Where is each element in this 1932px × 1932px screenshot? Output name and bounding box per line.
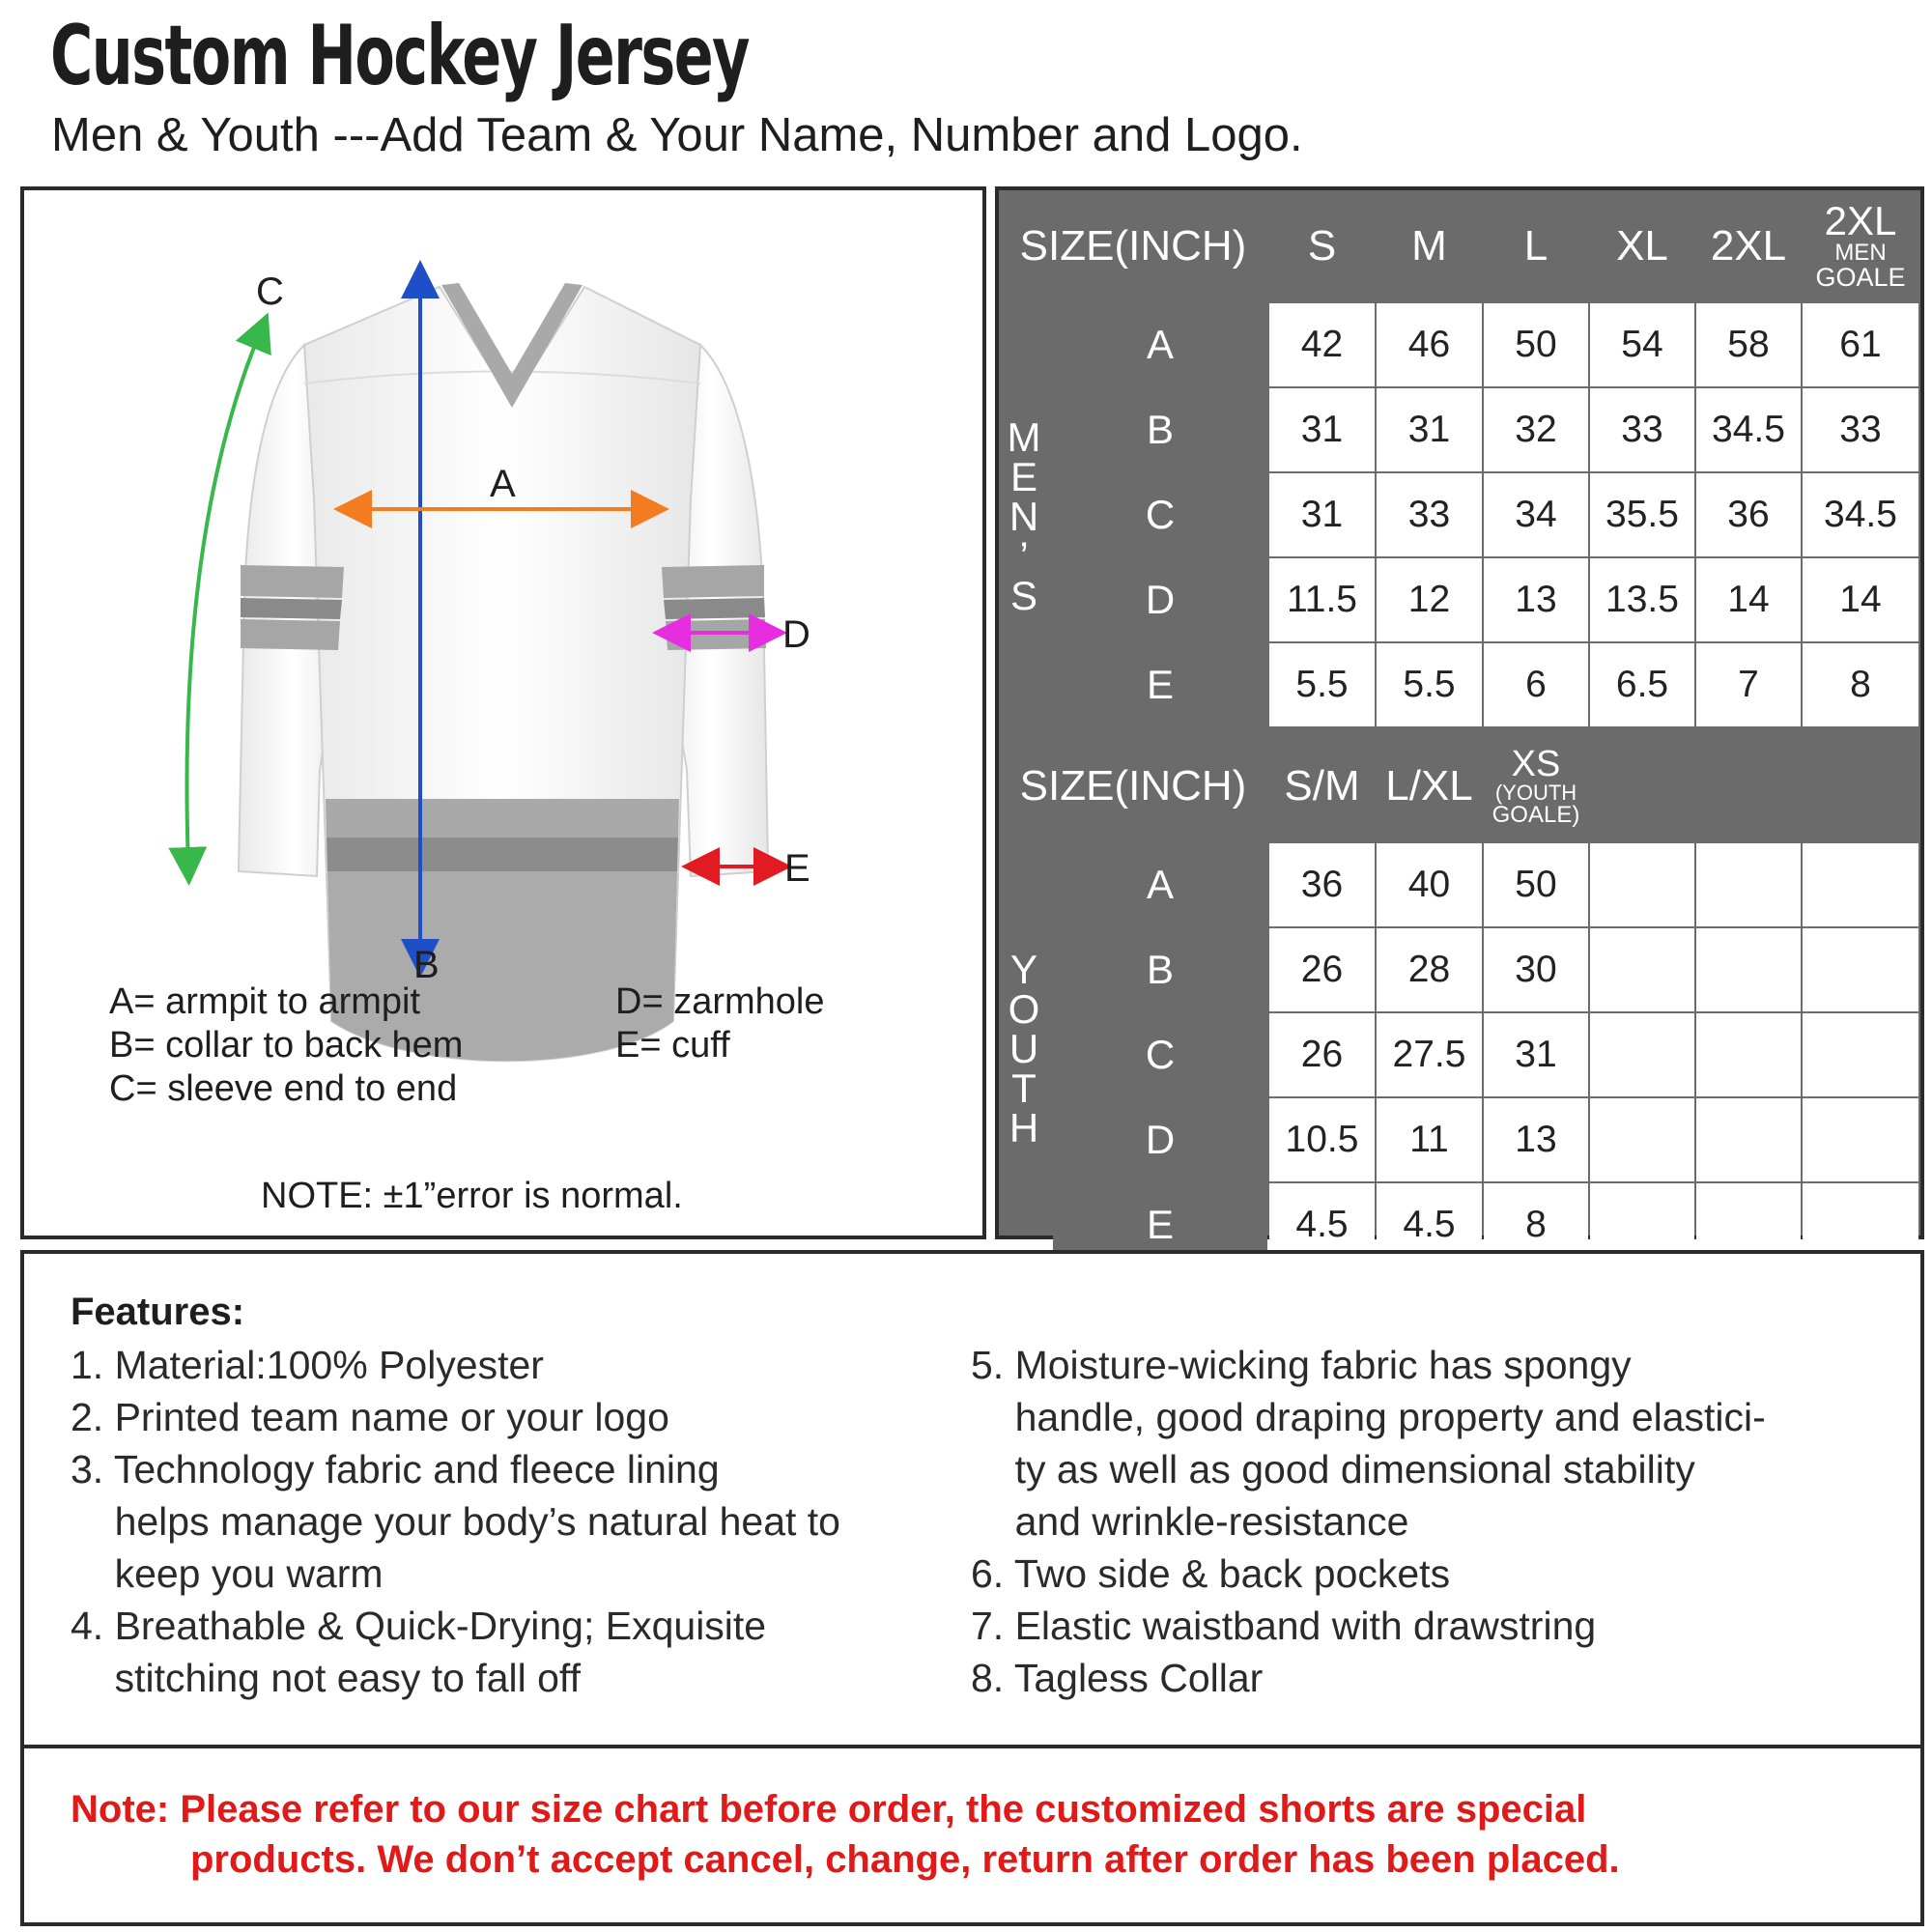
order-warning-line-2: products. We don’t accept cancel, change, return after order has been placed. (190, 1838, 1620, 1881)
feature-right-line: 5. Moisture-wicking fabric has spongy (971, 1343, 1632, 1387)
youth-cell: 50 (1484, 843, 1588, 926)
men-cell: 33 (1590, 388, 1694, 471)
men-cell: 34.5 (1803, 473, 1918, 556)
men-group-letter: S (1009, 573, 1037, 618)
men-col-3: XL (1590, 190, 1694, 301)
header-main: 2XL (1824, 198, 1897, 243)
men-cell: 14 (1696, 558, 1801, 641)
header-line2: (YOUTH (1494, 780, 1577, 805)
men-cell: 6.5 (1590, 643, 1694, 726)
legend-b: B= collar to back hem (109, 1025, 464, 1065)
men-cell: 34.5 (1696, 388, 1801, 471)
men-cell: 50 (1484, 303, 1588, 386)
feature-left-line: keep you warm (71, 1551, 384, 1596)
legend-c: C= sleeve end to end (109, 1068, 458, 1109)
youth-group-letter: T (1011, 1065, 1037, 1111)
feature-left-line: helps manage your body’s natural heat to (71, 1499, 840, 1544)
header-line2: MEN (1834, 240, 1887, 266)
features-title: Features: (71, 1291, 245, 1333)
men-cell: 11.5 (1269, 558, 1375, 641)
youth-cell (1590, 843, 1694, 926)
men-cell: 6 (1484, 643, 1588, 726)
men-row-label: A (1053, 303, 1267, 386)
header-line3: GOALE) (1492, 801, 1580, 828)
men-cell: 13 (1484, 558, 1588, 641)
youth-group-label (999, 947, 1049, 1151)
men-cell: 31 (1269, 388, 1375, 471)
legend-d: D= zarmhole (615, 981, 825, 1022)
legend-left (109, 980, 463, 1111)
youth-cell (1803, 1013, 1918, 1096)
men-row-label: B (1053, 388, 1267, 471)
label-a: A (490, 463, 516, 505)
youth-cell: 4.5 (1377, 1183, 1482, 1266)
men-size-header: SIZE(INCH) (999, 190, 1267, 301)
men-group-letter: E (1009, 454, 1037, 499)
feature-left-line: 2. Printed team name or your logo (71, 1395, 669, 1439)
feature-left-line: 1. Material:100% Polyester (71, 1343, 544, 1387)
men-cell: 5.5 (1377, 643, 1482, 726)
youth-cell: 36 (1269, 843, 1375, 926)
youth-cell: 30 (1484, 928, 1588, 1011)
feature-left-line: 4. Breathable & Quick-Drying; Exquisite (71, 1604, 767, 1648)
feature-right-line: 6. Two side & back pockets (971, 1551, 1451, 1596)
men-col-2: L (1484, 190, 1588, 301)
feature-right-line: ty as well as good dimensional stability (971, 1447, 1695, 1492)
youth-size-header: SIZE(INCH) (999, 730, 1267, 841)
men-cell: 33 (1377, 473, 1482, 556)
youth-group-letter: O (1008, 986, 1040, 1032)
youth-cell (1696, 1098, 1801, 1181)
men-row-label: D (1053, 558, 1267, 641)
youth-col-0: S/M (1269, 730, 1375, 841)
legend-right (615, 980, 824, 1067)
youth-cell: 11 (1377, 1098, 1482, 1181)
youth-col-1: L/XL (1377, 730, 1482, 841)
youth-cell (1696, 928, 1801, 1011)
youth-cell: 40 (1377, 843, 1482, 926)
youth-cell: 13 (1484, 1098, 1588, 1181)
youth-cell: 10.5 (1269, 1098, 1375, 1181)
men-cell: 31 (1377, 388, 1482, 471)
label-d: D (782, 613, 810, 656)
label-c: C (256, 270, 284, 313)
youth-cell (1590, 928, 1694, 1011)
men-col-4: 2XL (1696, 190, 1801, 301)
page-title: Custom Hockey Jersey (50, 8, 749, 104)
youth-cell: 27.5 (1377, 1013, 1482, 1096)
youth-cell: 31 (1484, 1013, 1588, 1096)
youth-cell (1590, 1013, 1694, 1096)
feature-right-line: and wrinkle-resistance (971, 1499, 1409, 1544)
feature-right-line: handle, good draping property and elastici- (971, 1395, 1766, 1439)
features-panel (20, 1250, 1924, 1926)
youth-row-label: D (1053, 1098, 1267, 1181)
youth-row-label: C (1053, 1013, 1267, 1096)
label-e: E (784, 847, 810, 890)
youth-cell: 8 (1484, 1183, 1588, 1266)
feature-right-line: 7. Elastic waistband with drawstring (971, 1604, 1597, 1648)
men-cell: 46 (1377, 303, 1482, 386)
feature-left-line: 3. Technology fabric and fleece lining (71, 1447, 720, 1492)
men-group-letter: N (1009, 494, 1039, 539)
youth-row-label: B (1053, 928, 1267, 1011)
youth-cell: 26 (1269, 1013, 1375, 1096)
men-cell: 7 (1696, 643, 1801, 726)
header-main: XS (1511, 743, 1561, 784)
men-cell: 54 (1590, 303, 1694, 386)
men-cell: 5.5 (1269, 643, 1375, 726)
youth-cell (1803, 928, 1918, 1011)
page-subtitle: Men & Youth ---Add Team & Your Name, Number and Logo. (51, 109, 1303, 161)
men-cell: 36 (1696, 473, 1801, 556)
feature-right-line: 8. Tagless Collar (971, 1656, 1264, 1700)
men-col-0: S (1269, 190, 1375, 301)
youth-cell: 26 (1269, 928, 1375, 1011)
men-cell: 58 (1696, 303, 1801, 386)
men-cell: 42 (1269, 303, 1375, 386)
feature-left-line: stitching not easy to fall off (71, 1656, 581, 1700)
men-group-letter: ’ (1019, 533, 1029, 579)
youth-cell (1590, 1098, 1694, 1181)
youth-group-letter: Y (1009, 947, 1037, 992)
men-cell: 34 (1484, 473, 1588, 556)
youth-cell: 4.5 (1269, 1183, 1375, 1266)
men-group-letter: M (1007, 414, 1041, 460)
men-cell: 31 (1269, 473, 1375, 556)
men-cell: 12 (1377, 558, 1482, 641)
men-cell: 14 (1803, 558, 1918, 641)
youth-col-empty-3 (1590, 730, 1694, 841)
youth-group-letter: U (1009, 1026, 1039, 1071)
men-col-2xl-goale (1803, 190, 1918, 301)
error-note: NOTE: ±1”error is normal. (261, 1176, 683, 1216)
men-cell: 35.5 (1590, 473, 1694, 556)
men-cell: 33 (1803, 388, 1918, 471)
label-b: B (413, 944, 440, 986)
youth-row-label: E (1053, 1183, 1267, 1266)
legend-e: E= cuff (615, 1025, 730, 1065)
men-cell: 13.5 (1590, 558, 1694, 641)
men-cell: 61 (1803, 303, 1918, 386)
features-divider (24, 1745, 1920, 1748)
men-cell: 32 (1484, 388, 1588, 471)
youth-cell (1696, 1013, 1801, 1096)
men-row-label: E (1053, 643, 1267, 726)
men-row-label: C (1053, 473, 1267, 556)
men-group-label (999, 414, 1049, 618)
men-cell: 8 (1803, 643, 1918, 726)
youth-col-empty-4 (1696, 730, 1801, 841)
men-col-1: M (1377, 190, 1482, 301)
youth-cell (1696, 843, 1801, 926)
size-chart-table (995, 186, 1924, 1247)
youth-group-letter: H (1009, 1105, 1039, 1151)
youth-col-xs-goale (1484, 730, 1588, 841)
header-line3: GOALE (1815, 263, 1906, 292)
order-warning-line-1: Note: Please refer to our size chart before order, the customized shorts are special (71, 1788, 1587, 1831)
youth-col-empty-5 (1803, 730, 1918, 841)
legend-a: A= armpit to armpit (109, 981, 421, 1022)
youth-cell (1803, 843, 1918, 926)
youth-cell (1803, 1098, 1918, 1181)
youth-cell: 28 (1377, 928, 1482, 1011)
jersey-diagram-panel (20, 186, 986, 1239)
youth-row-label: A (1053, 843, 1267, 926)
